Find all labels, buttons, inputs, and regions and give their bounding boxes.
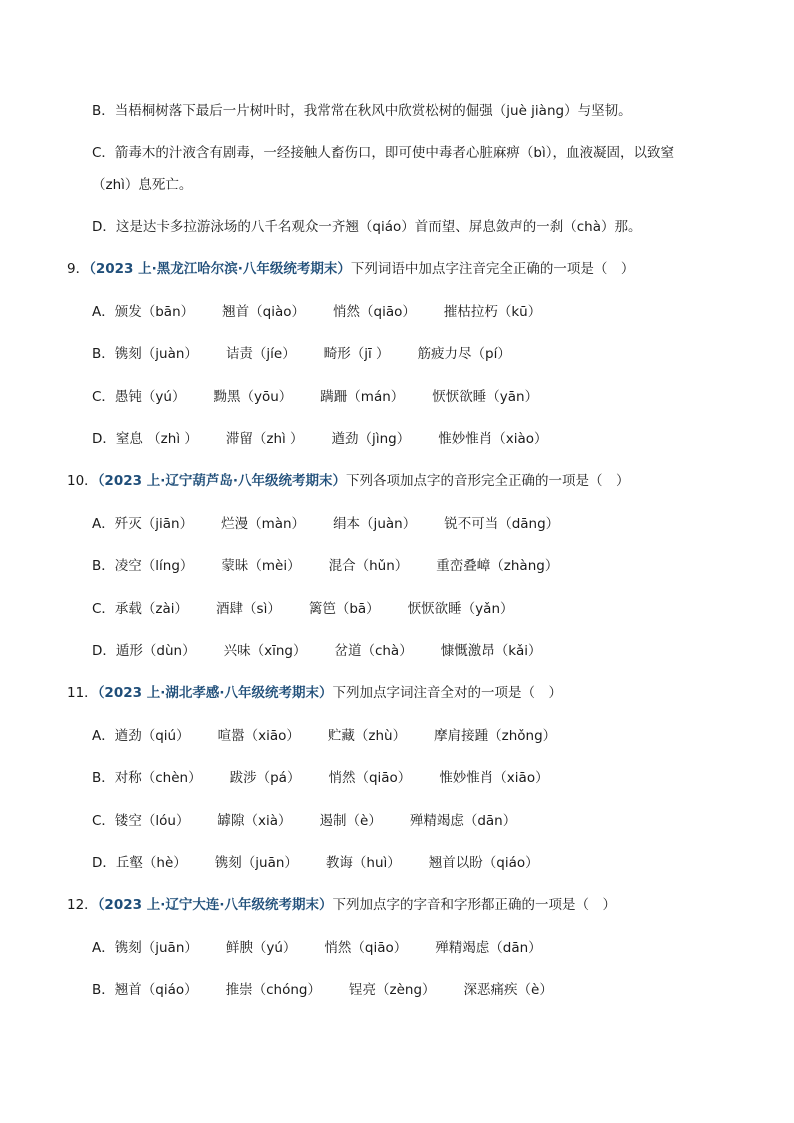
option-line xyxy=(92,768,549,788)
option-term: A．颁发（bān） xyxy=(92,304,195,320)
option-term: D．窒息 （zhì ） xyxy=(92,431,198,447)
option-term: 悄然（qiāo） xyxy=(333,304,416,320)
option-term: 篱笆（bā） xyxy=(308,601,380,617)
option-term: 恹恹欲睡（yān） xyxy=(432,389,539,405)
option-line xyxy=(92,429,547,449)
option-term: 翘首（qiào） xyxy=(222,304,305,320)
option-line xyxy=(92,641,542,661)
question-number: 10． xyxy=(67,473,98,489)
option-line xyxy=(92,387,538,407)
option-term: B．对称（chèn） xyxy=(92,770,202,786)
option-term: 蹒跚（mán） xyxy=(320,389,405,405)
option-term: 绢本（juàn） xyxy=(333,516,417,532)
option-term: D．遁形（dùn） xyxy=(92,643,196,659)
question-number: 9． xyxy=(67,261,90,277)
option-term: 喧嚣（xiāo） xyxy=(217,728,300,744)
option-term: 岔道（chà） xyxy=(334,643,413,659)
option-term: 恹恹欲睡（yǎn） xyxy=(407,601,514,617)
question-text: 下列词语中加点字注音完全正确的一项是（ ） xyxy=(350,261,635,277)
option-term: A．歼灭（jiān） xyxy=(92,516,194,532)
option-term: B．翘首（qiáo） xyxy=(92,982,198,998)
option-term: 摩肩接踵（zhǒng） xyxy=(434,728,557,744)
option-line xyxy=(92,980,553,1000)
option-term: 锐不可当（dāng） xyxy=(444,516,560,532)
option-term: 重峦叠嶂（zhàng） xyxy=(436,558,559,574)
option-term: 摧枯拉朽（kū） xyxy=(443,304,542,320)
option-term: 黝黑（yōu） xyxy=(213,389,293,405)
option-term: 锃亮（zèng） xyxy=(349,982,436,998)
option-term: 惟妙惟肖（xiào） xyxy=(438,431,548,447)
option-term: 鲜腴（yú） xyxy=(225,940,297,956)
option-term: 悄然（qiāo） xyxy=(328,770,412,786)
option-term: 跋涉（pá） xyxy=(229,770,301,786)
question-number: 12． xyxy=(67,897,98,913)
question-text: 下列加点字词注音全对的一项是（ ） xyxy=(332,685,562,701)
option-line xyxy=(92,599,514,619)
option-term: 殚精竭虑（dān） xyxy=(409,813,517,829)
option-line xyxy=(92,344,511,364)
option-term: 筋疲力尽（pí） xyxy=(417,346,511,362)
option-term: 惟妙惟肖（xiāo） xyxy=(439,770,549,786)
question-number: 11． xyxy=(67,685,98,701)
option-term: 深恶痛疾（è） xyxy=(463,982,553,998)
question-text: 下列加点字的字音和字形都正确的一项是（ ） xyxy=(332,897,616,913)
option-term: 酒肆（sì） xyxy=(216,601,281,617)
option-term: 慷慨激昂（kǎi） xyxy=(440,643,542,659)
option-term: 蒙昧（mèi） xyxy=(221,558,301,574)
option-term: 烂漫（màn） xyxy=(221,516,306,532)
option-line xyxy=(92,726,556,746)
option-term: 殚精竭虑（dān） xyxy=(435,940,542,956)
option-term: 混合（hǔn） xyxy=(328,558,409,574)
question-source: （2023 上·黑龙江哈尔滨·八年级统考期末） xyxy=(89,261,351,277)
option-term: 翘首以盼（qiáo） xyxy=(428,855,539,871)
option-line xyxy=(92,853,539,873)
question-line xyxy=(67,259,634,279)
option-term: D．丘壑（hè） xyxy=(92,855,187,871)
question-source: （2023 上·湖北孝感·八年级统考期末） xyxy=(97,685,333,701)
question-source: （2023 上·辽宁葫芦岛·八年级统考期末） xyxy=(97,473,346,489)
option-term: 教诲（huì） xyxy=(325,855,401,871)
option-term: 诘责（jíe） xyxy=(225,346,296,362)
question-line xyxy=(67,471,629,491)
option-line xyxy=(92,556,558,576)
option-term: B．凌空（líng） xyxy=(92,558,194,574)
option-term: 贮藏（zhù） xyxy=(327,728,407,744)
option-line: D．这是达卡多拉游泳场的八千名观众一齐翘（qiáo）首而望、屏息敛声的一刹（chà）那。 xyxy=(92,219,642,235)
option-line: B．当梧桐树落下最后一片树叶时，我常常在秋风中欣赏松树的倔强（juè jiàng）与坚韧。 xyxy=(92,103,632,119)
question-source: （2023 上·辽宁大连·八年级统考期末） xyxy=(97,897,333,913)
option-term: 遒劲（jìng） xyxy=(331,431,411,447)
option-term: 滞留（zhì ） xyxy=(225,431,304,447)
option-line xyxy=(92,514,559,534)
option-term: C．愚钝（yú） xyxy=(92,389,186,405)
option-term: 遏制（è） xyxy=(319,813,382,829)
option-term: A．镌刻（juān） xyxy=(92,940,198,956)
option-term: 畸形（jī ） xyxy=(323,346,390,362)
option-line xyxy=(92,938,542,958)
option-term: C．承载（zài） xyxy=(92,601,189,617)
option-term: C．镂空（lóu） xyxy=(92,813,190,829)
option-term: 兴味（xīng） xyxy=(223,643,307,659)
option-term: 推崇（chóng） xyxy=(225,982,321,998)
option-line xyxy=(92,302,541,322)
question-line xyxy=(67,683,562,703)
question-line xyxy=(67,895,616,915)
question-text: 下列各项加点字的音形完全正确的一项是（ ） xyxy=(345,473,630,489)
option-line xyxy=(92,811,516,831)
option-continuation: （zhì）息死亡。 xyxy=(92,177,193,193)
option-term: A．遒劲（qiú） xyxy=(92,728,190,744)
option-term: 悄然（qiāo） xyxy=(324,940,408,956)
option-term: B．镌刻（juàn） xyxy=(92,346,198,362)
option-term: 镌刻（juān） xyxy=(214,855,298,871)
option-line: C．箭毒木的汁液含有剧毒，一经接触人畜伤口，即可使中毒者心脏麻痹（bì），血液凝固，以致窒 xyxy=(92,145,674,161)
option-term: 罅隙（xià） xyxy=(217,813,292,829)
